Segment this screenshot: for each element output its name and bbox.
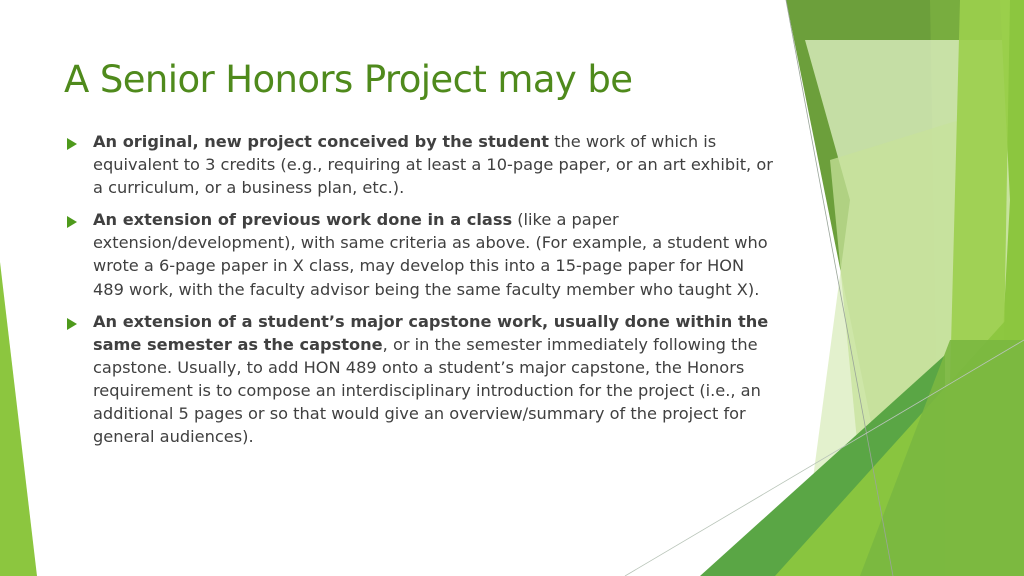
- slide-title: A Senior Honors Project may be: [64, 58, 633, 101]
- triangle-bullet-icon: [67, 318, 77, 330]
- bullet-body-text: the work of which is equivalent to 3 credits (e.g., requiring at least a 10-page paper, or an art exhibit, or a curriculum, or a business plan, etc.).: [93, 132, 773, 198]
- bullet-lead-text: An original, new project conceived by the student: [93, 132, 550, 151]
- bullet-item: [64, 130, 774, 199]
- triangle-bullet-icon: [67, 216, 77, 228]
- bullet-body-text: (like a paper extension/development), with same criteria as above. (For example, a student who wrote a 6-page paper in X class, may develop this into a 15-page paper for HON 489 work, with the faculty advisor being the same faculty member who taught X).: [93, 210, 768, 299]
- bullet-lead-text: An extension of a student’s major capstone work, usually done within the same semester as the capstone: [93, 311, 769, 354]
- bullet-lead-text: An extension of previous work done in a class: [93, 210, 513, 230]
- triangle-bullet-icon: [67, 138, 77, 150]
- bullet-body-text: , or in the semester immediately following the capstone. Usually, to add HON 489 onto a student’s major capstone, the Honors requirement is to compose an interdisciplinary introduction for the project (i.e., an additional 5 pages or so that would give an overview/summary of the project for general audiences).: [93, 334, 761, 447]
- bullet-item: [64, 208, 774, 300]
- bullet-list: [64, 130, 774, 457]
- left-green-sliver: [0, 262, 37, 576]
- bullet-item: [64, 310, 774, 449]
